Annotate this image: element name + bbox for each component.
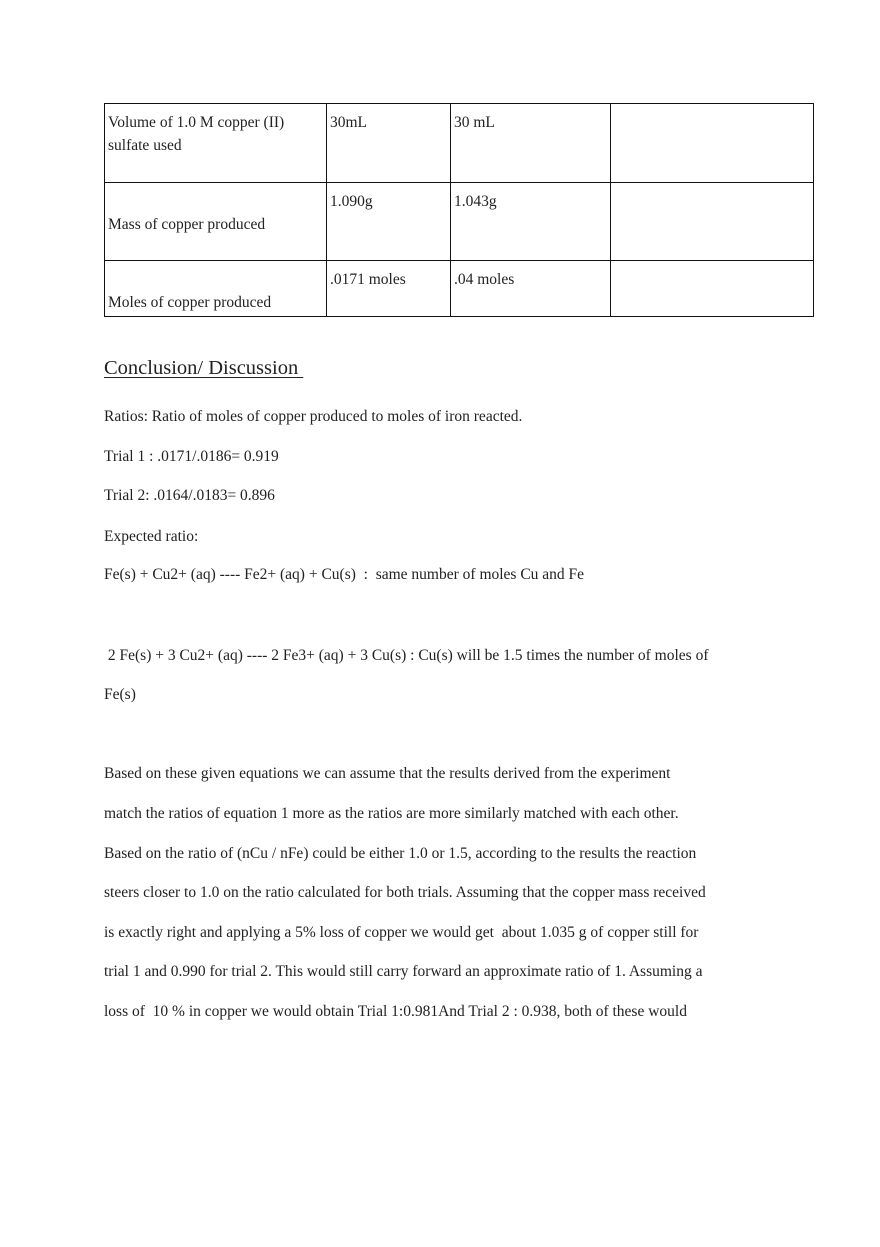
row-label: Mass of copper produced (108, 216, 266, 233)
trial2-cell: 1.043g (451, 183, 611, 261)
trial2-ratio: Trial 2: .0164/.0183= 0.896 (104, 487, 275, 504)
trial2-cell: 30 mL (451, 104, 611, 183)
empty-cell (611, 261, 814, 317)
ratios-intro: Ratios: Ratio of moles of copper produced to moles of iron reacted. (104, 408, 523, 425)
empty-cell (611, 183, 814, 261)
paragraph-line: trial 1 and 0.990 for trial 2. This would still carry forward an approximate ratio of 1. Assuming a (104, 963, 703, 980)
paragraph-line: loss of 10 % in copper we would obtain Trial 1:0.981And Trial 2 : 0.938, both of these would (104, 1003, 687, 1020)
empty-cell (611, 104, 814, 183)
paragraph-line: Based on these given equations we can assume that the results derived from the experiment (104, 765, 671, 782)
row-label-line1: Volume of 1.0 M copper (II) (108, 114, 285, 131)
trial2-cell: .04 moles (451, 261, 611, 317)
row-label-line2: sulfate used (108, 137, 182, 154)
row-label-cell (105, 183, 327, 261)
table-row (105, 104, 814, 183)
paragraph-line: match the ratios of equation 1 more as the ratios are more similarly matched with each other. (104, 805, 679, 822)
results-table (104, 103, 814, 317)
paragraph-line: Based on the ratio of (nCu / nFe) could be either 1.0 or 1.5, according to the results the reaction (104, 845, 697, 862)
trial1-ratio: Trial 1 : .0171/.0186= 0.919 (104, 448, 279, 465)
equation-2-line1: 2 Fe(s) + 3 Cu2+ (aq) ---- 2 Fe3+ (aq) + 3 Cu(s) : Cu(s) will be 1.5 times the number of moles of (104, 647, 709, 664)
section-heading: Conclusion/ Discussion (104, 357, 304, 379)
trial1-cell: .0171 moles (327, 261, 451, 317)
row-label: Moles of copper produced (108, 294, 272, 311)
equation-1: Fe(s) + Cu2+ (aq) ---- Fe2+ (aq) + Cu(s) : same number of moles Cu and Fe (104, 566, 585, 583)
table-row (105, 261, 814, 317)
expected-ratio-label: Expected ratio: (104, 528, 199, 545)
trial1-cell: 30mL (327, 104, 451, 183)
paragraph-line: steers closer to 1.0 on the ratio calculated for both trials. Assuming that the copper mass received (104, 884, 706, 901)
paragraph-line: is exactly right and applying a 5% loss of copper we would get about 1.035 g of copper still for (104, 924, 699, 941)
row-label-cell (105, 261, 327, 317)
equation-2-line2: Fe(s) (104, 686, 136, 703)
table-row (105, 183, 814, 261)
trial1-cell: 1.090g (327, 183, 451, 261)
row-label-cell (105, 104, 327, 183)
